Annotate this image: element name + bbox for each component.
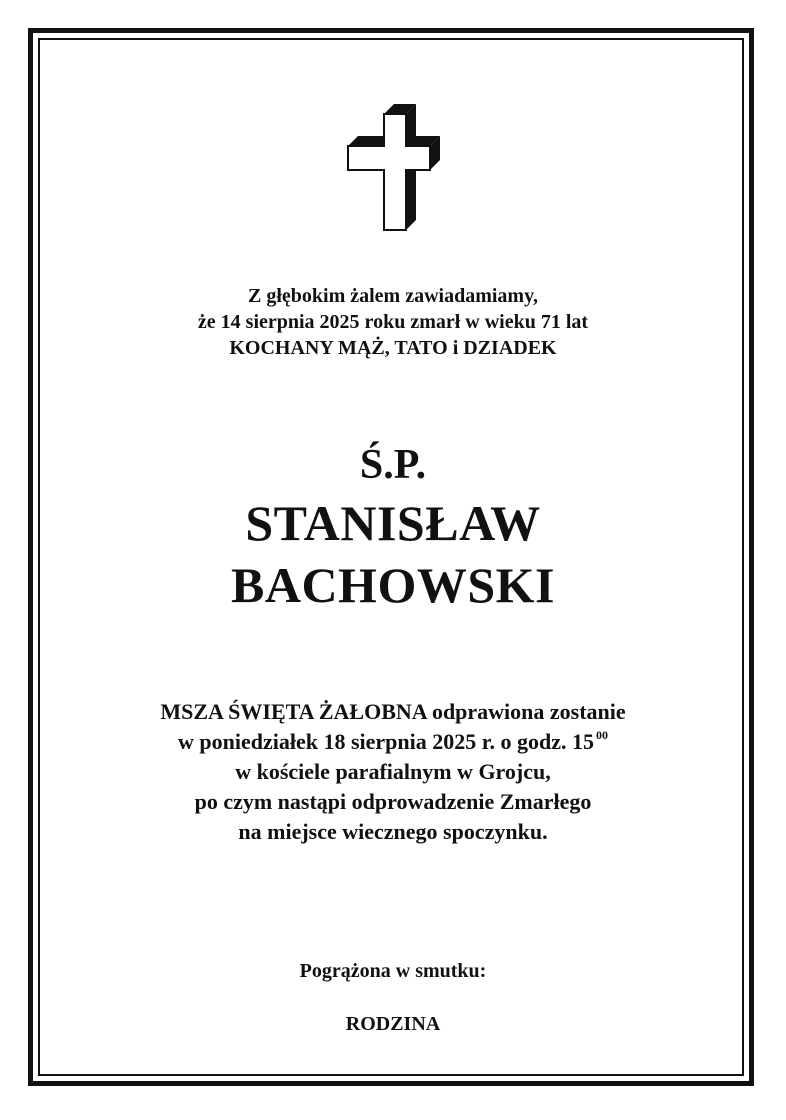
deceased-last-name: BACHOWSKI xyxy=(230,557,555,613)
deceased-first-name: STANISŁAW xyxy=(245,495,541,551)
intro-line-2: że 14 sierpnia 2025 roku zmarł w wieku 71 lat xyxy=(197,311,589,333)
deceased-prefix: Ś.P. xyxy=(359,442,427,488)
announcement-intro xyxy=(40,283,746,361)
mass-line-3: w kościele parafialnym w Grojcu, xyxy=(235,759,551,784)
deceased-name xyxy=(40,492,746,616)
family-signature: RODZINA xyxy=(345,1013,441,1035)
intro-line-1: Z głębokim żalem zawiadamiamy, xyxy=(248,285,538,307)
mass-line-4: po czym nastąpi odprowadzenie Zmarłego xyxy=(194,789,592,814)
mourners-label: Pogrążona w smutku: xyxy=(299,960,487,982)
funeral-mass-info xyxy=(40,697,746,847)
mass-date-time: w poniedziałek 18 sierpnia 2025 r. o godz. 15 xyxy=(178,729,594,754)
mass-line-2 xyxy=(40,727,746,757)
mass-line-5: na miejsce wiecznego spoczynku. xyxy=(238,819,548,844)
mass-line-1-rest: odprawiona zostanie xyxy=(426,699,626,724)
intro-line-3: KOCHANY MĄŻ, TATO i DZIADEK xyxy=(229,337,557,359)
mass-title: MSZA ŚWIĘTA ŻAŁOBNA xyxy=(160,699,427,724)
mass-line-1 xyxy=(40,697,746,727)
latin-cross-icon xyxy=(344,102,444,244)
mass-time-minutes: 00 xyxy=(596,727,608,742)
